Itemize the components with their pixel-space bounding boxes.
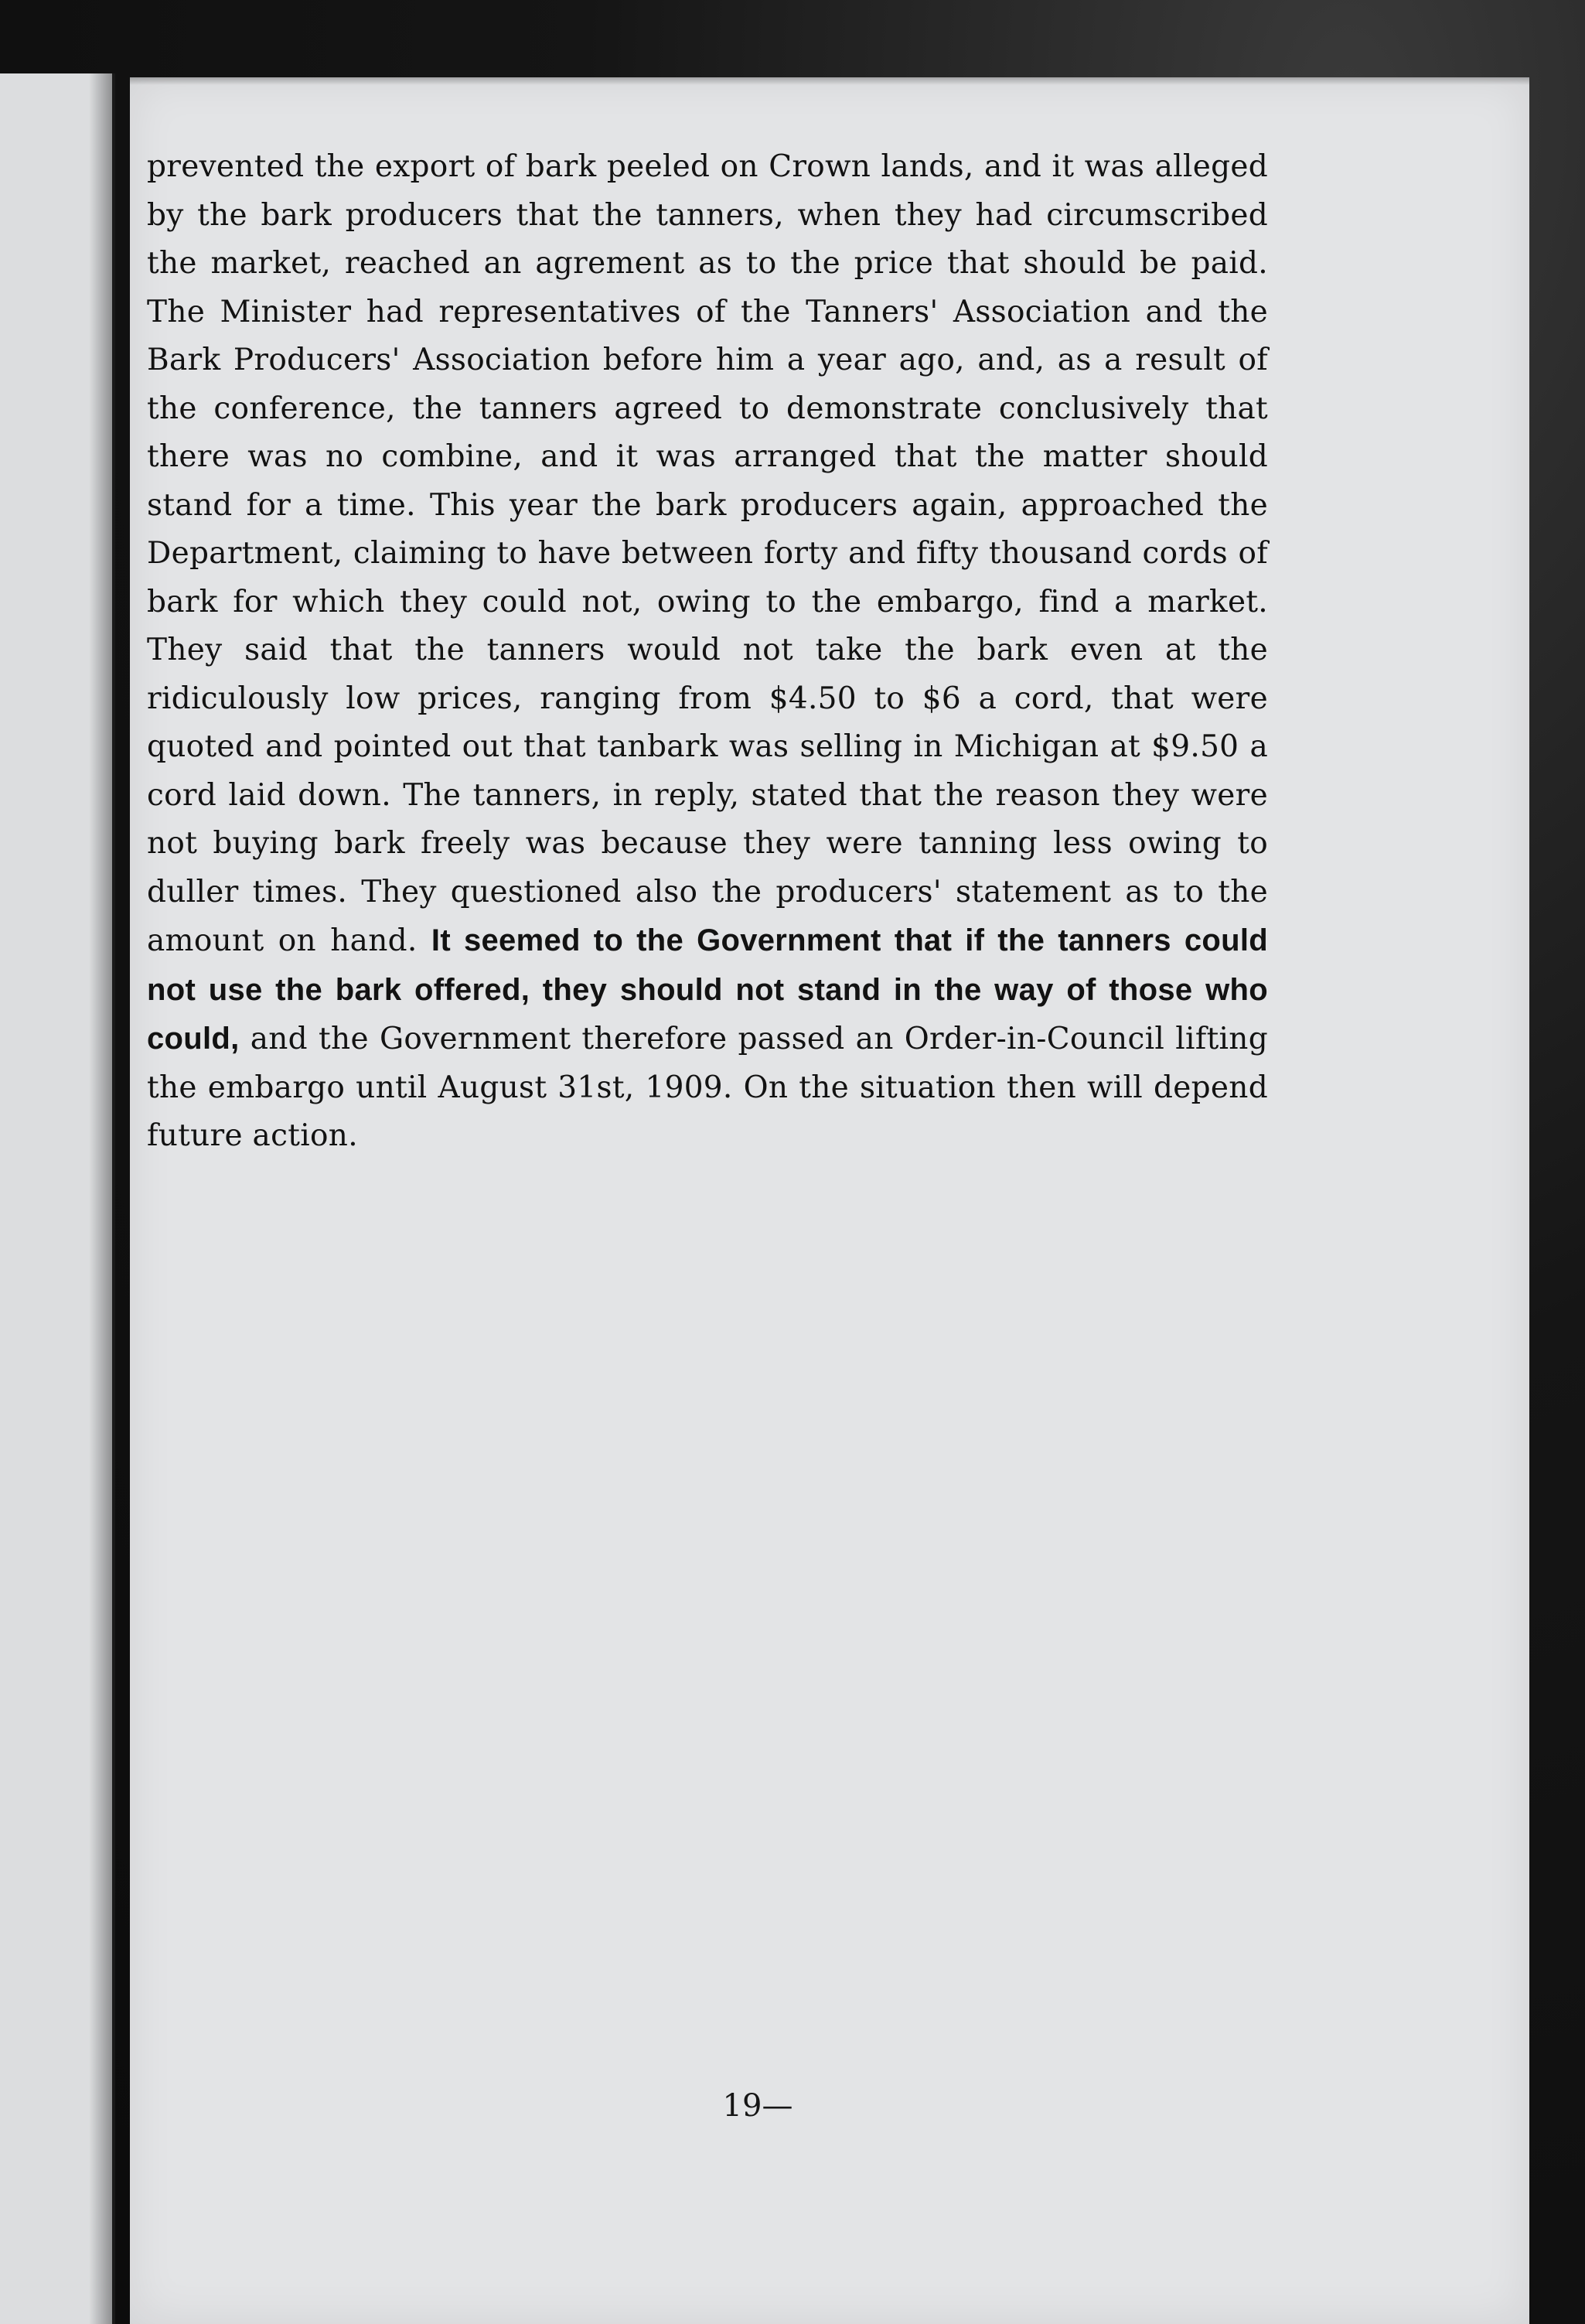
body-paragraph <box>147 143 1268 1161</box>
paragraph-text-end: and the Government therefore passed an Order-in-Council lifting the embargo until August 31st, 1909. On the situation then will depend future action. <box>147 1022 1268 1153</box>
page-number: 19— <box>722 2088 793 2124</box>
gutter-shadow <box>89 73 112 2324</box>
page-top-edge <box>130 77 1529 85</box>
bold-emphasis-passage: It seemed to the Government that if the tanners could not use the bark offered, they should not stand in the way of those who could, <box>147 923 1268 1056</box>
facing-page-edge <box>0 73 115 2324</box>
paragraph-text-start: prevented the export of bark peeled on Crown lands, and it was alleged by the bark producers that the tanners, when they had circumscribed the market, reached an agrement as to the price that should be paid. The Minister had representatives of the Tanners' Association and the Bark Producers' Association before him a year ago, and, as a result of the conference, the tanners agreed to demonstrate conclusively that there was no combine, and it was arranged that the matter should stand for a time. This year the bark producers again, approached the Department, claiming to have between forty and fifty thousand cords of bark for which they could not, owing to the embargo, find a market. They said that the tanners would not take the bark even at the ridiculously low prices, ranging from $4.50 to $6 a cord, that were quoted and pointed out that tanbark was selling in Michigan at $9.50 a cord laid down. The tanners, in reply, stated that the reason they were not buying bark freely was because they were tanning less owing to duller times. They questioned also the producers' statement as to the amount on hand. <box>147 149 1268 958</box>
